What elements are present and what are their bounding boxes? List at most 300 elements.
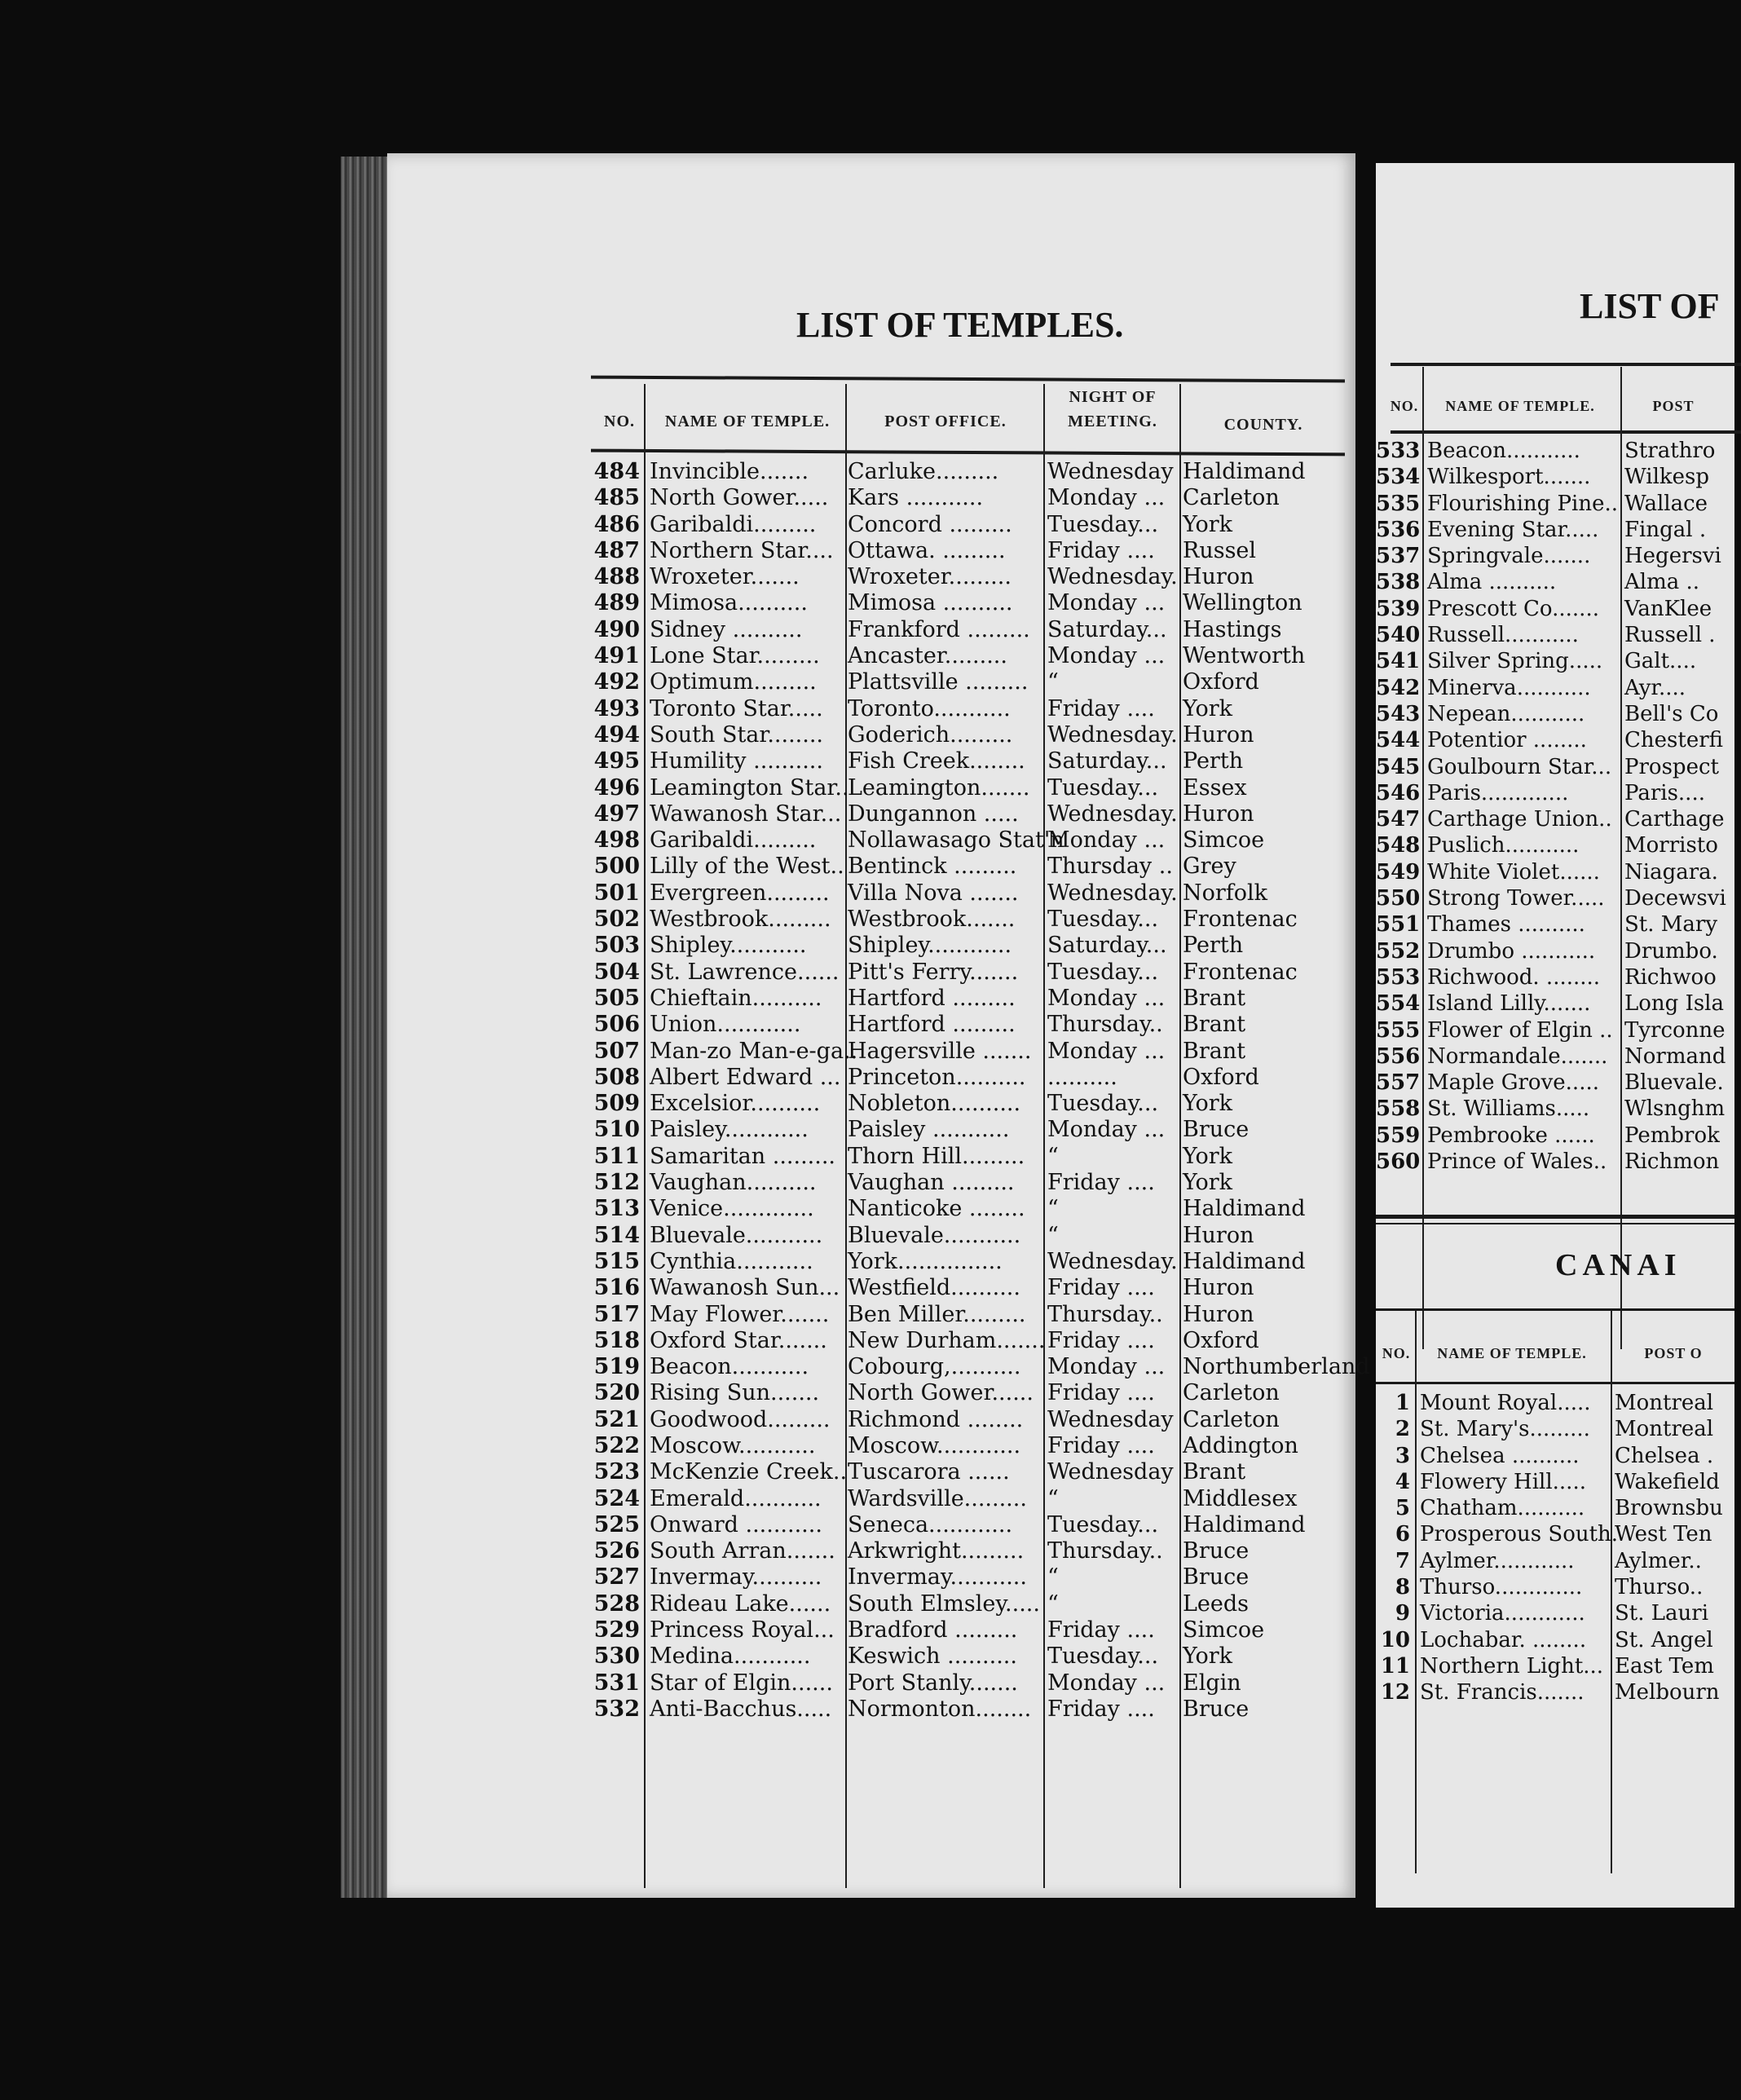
cell-temple-name: Chatham.......... xyxy=(1420,1496,1585,1521)
cell-no: 8 xyxy=(1395,1575,1410,1600)
cell-temple-name: Potentior ........ xyxy=(1427,728,1587,753)
cell-no: 552 xyxy=(1376,938,1421,964)
table-row xyxy=(1376,1627,1734,1653)
cell-temple-name: Prescott Co....... xyxy=(1427,596,1599,621)
left-page xyxy=(387,153,1370,1898)
cell-post-office: Thurso.. xyxy=(1615,1575,1704,1600)
cell-post-office: Galt.... xyxy=(1624,649,1697,674)
cell-temple-name: Paisley............ xyxy=(650,1117,809,1143)
cell-post-office: Richmon xyxy=(1624,1149,1720,1175)
cell-no: 555 xyxy=(1376,1017,1421,1043)
cell-county: Huron xyxy=(1183,1222,1254,1248)
cell-no: 517 xyxy=(593,1301,640,1327)
book-page-edges xyxy=(341,157,391,1898)
cell-no: 514 xyxy=(593,1222,640,1248)
cell-no: 518 xyxy=(593,1327,640,1353)
section-title-canada: CANAI xyxy=(1555,1248,1681,1282)
cell-night: Wednesday. xyxy=(1047,721,1178,748)
cell-post-office: Normonton........ xyxy=(848,1696,1032,1722)
table-row xyxy=(575,617,1357,643)
cell-county: Oxford xyxy=(1183,669,1259,695)
cell-temple-name: Wroxeter....... xyxy=(650,564,800,590)
cell-night: Tuesday... xyxy=(1047,511,1159,537)
cell-county: Grey xyxy=(1183,854,1236,880)
cell-post-office: Concord ......... xyxy=(848,511,1012,537)
cell-no: 11 xyxy=(1380,1653,1410,1679)
table-row xyxy=(1376,596,1734,622)
cell-post-office: Carluke......... xyxy=(848,459,999,484)
cell-night: Friday .... xyxy=(1047,1380,1155,1406)
cell-post-office: Alma .. xyxy=(1624,570,1700,595)
cell-no: 3 xyxy=(1395,1443,1410,1468)
cell-no: 545 xyxy=(1376,754,1421,779)
cell-county: Brant xyxy=(1183,1012,1246,1038)
cell-no: 536 xyxy=(1376,517,1421,542)
cell-no: 558 xyxy=(1376,1096,1421,1122)
cell-temple-name: White Violet...... xyxy=(1427,859,1600,885)
cell-post-office: Richmond ........ xyxy=(848,1406,1024,1432)
table-row xyxy=(575,1433,1357,1459)
cell-post-office: Ben Miller......... xyxy=(848,1301,1026,1327)
cell-post-office: Russell . xyxy=(1624,623,1716,648)
table-row xyxy=(1376,964,1734,990)
cell-no: 533 xyxy=(1376,439,1421,463)
cell-no: 497 xyxy=(593,801,640,827)
table-row xyxy=(1376,675,1734,701)
cell-post-office: Wallace xyxy=(1624,491,1708,516)
table-row xyxy=(1376,648,1734,674)
canada-column-header-name: NAME OF TEMPLE. xyxy=(1437,1345,1587,1361)
right-column-header-no: NO. xyxy=(1390,398,1419,414)
table-row xyxy=(1376,1123,1734,1149)
column-header-night-1: NIGHT OF xyxy=(1069,388,1157,406)
cell-post-office: South Elmsley..... xyxy=(848,1590,1040,1617)
cell-no: 515 xyxy=(593,1248,640,1274)
cell-night: Wednesday. xyxy=(1047,564,1178,590)
cell-temple-name: Samaritan ......... xyxy=(650,1143,835,1169)
table-row xyxy=(1376,1416,1734,1442)
cell-temple-name: Venice............. xyxy=(650,1196,814,1222)
cell-no: 2 xyxy=(1395,1417,1410,1442)
cell-night: Wednesday xyxy=(1047,459,1174,484)
table-row xyxy=(575,907,1357,933)
cell-night: Monday ... xyxy=(1047,1354,1166,1380)
cell-no: 7 xyxy=(1395,1548,1410,1573)
cell-no: 525 xyxy=(593,1511,640,1538)
cell-post-office: VanKlee xyxy=(1624,596,1712,621)
cell-post-office: Seneca............ xyxy=(848,1511,1013,1538)
table-row xyxy=(575,1670,1357,1696)
table-row xyxy=(1376,806,1734,832)
cell-temple-name: Wawanosh Sun... xyxy=(650,1275,840,1301)
cell-no: 501 xyxy=(593,880,640,906)
cell-post-office: Toronto........... xyxy=(848,695,1011,721)
cell-post-office: Bell's Co xyxy=(1624,701,1719,726)
table-row xyxy=(575,1275,1357,1301)
right-column-header-post: POST xyxy=(1652,398,1695,414)
cell-no: 543 xyxy=(1376,701,1421,726)
cell-temple-name: Evergreen......... xyxy=(650,880,830,906)
cell-night: Friday .... xyxy=(1047,1327,1155,1353)
cell-night: Friday .... xyxy=(1047,695,1155,721)
table-row xyxy=(1376,1548,1734,1574)
table-row xyxy=(575,696,1357,722)
table-row xyxy=(1376,885,1734,911)
page-title: LIST OF TEMPLES. xyxy=(796,305,1124,345)
cell-night: Thursday.. xyxy=(1047,1301,1163,1327)
cell-post-office: Bluevale........... xyxy=(848,1222,1021,1248)
cell-county: Haldimand xyxy=(1183,1248,1306,1274)
cell-county: Essex xyxy=(1183,774,1247,801)
cell-night: Monday ... xyxy=(1047,1670,1166,1696)
cell-no: 498 xyxy=(593,827,640,854)
cell-night: “ xyxy=(1047,669,1059,695)
table-row xyxy=(1376,832,1734,858)
cell-temple-name: Wilkesport....... xyxy=(1427,465,1591,490)
cell-night: Friday .... xyxy=(1047,1696,1155,1722)
cell-temple-name: Carthage Union.. xyxy=(1427,807,1612,832)
cell-county: Haldimand xyxy=(1183,459,1306,484)
cell-no: 542 xyxy=(1376,675,1421,700)
cell-post-office: Wlsnghm xyxy=(1624,1096,1726,1122)
cell-no: 485 xyxy=(593,485,640,511)
cell-temple-name: Excelsior.......... xyxy=(650,1091,821,1117)
table-row xyxy=(575,590,1357,616)
cell-post-office: Tyrconne xyxy=(1624,1017,1726,1043)
cell-temple-name: Westbrook......... xyxy=(650,907,831,933)
cell-no: 494 xyxy=(593,721,640,748)
cell-temple-name: North Gower..... xyxy=(650,485,829,511)
cell-no: 508 xyxy=(593,1064,640,1090)
cell-temple-name: St. Lawrence...... xyxy=(650,959,840,985)
cell-post-office: Hagersville ....... xyxy=(848,1038,1032,1064)
cell-night: Friday .... xyxy=(1047,1617,1155,1643)
cell-night: Monday ... xyxy=(1047,643,1166,669)
cell-county: Haldimand xyxy=(1183,1196,1306,1222)
cell-no: 540 xyxy=(1376,623,1421,648)
table-row xyxy=(1376,727,1734,753)
cell-temple-name: Northern Star.... xyxy=(650,537,834,563)
cell-temple-name: Thurso............. xyxy=(1420,1575,1583,1600)
cell-post-office: Keswich .......... xyxy=(848,1643,1017,1670)
cell-no: 490 xyxy=(593,616,640,642)
cell-temple-name: Leamington Star.. xyxy=(650,774,849,801)
right-temple-table xyxy=(1376,438,1734,1175)
cell-county: York xyxy=(1183,1143,1233,1169)
cell-no: 491 xyxy=(593,643,640,669)
cell-no: 534 xyxy=(1376,465,1421,490)
table-row xyxy=(1376,990,1734,1017)
cell-post-office: Arkwright......... xyxy=(848,1538,1025,1564)
table-row xyxy=(1376,938,1734,964)
cell-post-office: Paris.... xyxy=(1624,780,1705,805)
cell-no: 502 xyxy=(593,907,640,933)
cell-county: Perth xyxy=(1183,933,1244,959)
cell-post-office: Dungannon ..... xyxy=(848,801,1019,827)
table-row xyxy=(1376,1017,1734,1043)
table-row xyxy=(575,1564,1357,1590)
canada-header-top-rule xyxy=(1376,1308,1734,1311)
cell-county: Oxford xyxy=(1183,1064,1259,1090)
cell-night: Monday ... xyxy=(1047,1117,1166,1143)
cell-temple-name: Toronto Star..... xyxy=(650,695,823,721)
cell-post-office: Ayr.... xyxy=(1624,675,1686,700)
cell-post-office: Chesterfi xyxy=(1624,728,1723,753)
cell-county: Perth xyxy=(1183,748,1244,774)
cell-temple-name: Mount Royal..... xyxy=(1420,1391,1591,1415)
canada-column-header-post: POST O xyxy=(1644,1345,1703,1361)
cell-temple-name: Beacon........... xyxy=(1427,439,1580,463)
cell-temple-name: South Star........ xyxy=(650,721,824,748)
cell-post-office: Frankford ......... xyxy=(848,616,1030,642)
cell-night: Saturday... xyxy=(1047,933,1167,959)
table-row xyxy=(1376,1043,1734,1070)
cell-no: 510 xyxy=(593,1117,640,1143)
cell-no: 551 xyxy=(1376,912,1421,938)
cell-post-office: Long Isla xyxy=(1624,991,1725,1017)
table-row xyxy=(575,1065,1357,1091)
table-row xyxy=(575,1328,1357,1354)
cell-temple-name: Star of Elgin...... xyxy=(650,1670,833,1696)
cell-temple-name: Cynthia........... xyxy=(650,1248,813,1274)
cell-temple-name: Paris............. xyxy=(1427,780,1569,805)
cell-night: Wednesday. xyxy=(1047,1248,1178,1274)
right-header-bottom-rule xyxy=(1391,430,1741,434)
cell-night: Friday .... xyxy=(1047,1170,1155,1196)
table-row xyxy=(1376,1574,1734,1600)
cell-post-office: Niagara. xyxy=(1624,859,1718,885)
cell-temple-name: Princess Royal... xyxy=(650,1617,835,1643)
cell-county: Middlesex xyxy=(1183,1485,1298,1511)
cell-post-office: Pembrok xyxy=(1624,1123,1720,1148)
cell-post-office: Nanticoke ........ xyxy=(848,1196,1025,1222)
cell-night: Tuesday... xyxy=(1047,1091,1159,1117)
cell-temple-name: Chieftain.......... xyxy=(650,985,822,1011)
cell-county: Huron xyxy=(1183,801,1254,827)
table-row xyxy=(1376,1443,1734,1469)
cell-night: “ xyxy=(1047,1222,1059,1248)
cell-night: Wednesday xyxy=(1047,1459,1174,1485)
cell-temple-name: Beacon........... xyxy=(650,1354,809,1380)
cell-temple-name: Rising Sun....... xyxy=(650,1380,820,1406)
cell-night: Monday ... xyxy=(1047,485,1166,511)
cell-temple-name: Lochabar. ........ xyxy=(1420,1627,1587,1652)
cell-post-office: Fingal . xyxy=(1624,517,1707,542)
cell-post-office: York............... xyxy=(848,1248,1003,1274)
cell-temple-name: May Flower....... xyxy=(650,1301,830,1327)
cell-no: 532 xyxy=(593,1696,640,1722)
cell-temple-name: Oxford Star....... xyxy=(650,1327,827,1353)
cell-night: Tuesday... xyxy=(1047,907,1159,933)
cell-county: Bruce xyxy=(1183,1117,1250,1143)
cell-no: 4 xyxy=(1395,1469,1410,1494)
table-row xyxy=(575,1196,1357,1222)
cell-no: 519 xyxy=(593,1354,640,1380)
temple-table xyxy=(575,459,1370,1723)
cell-post-office: Montreal xyxy=(1615,1417,1714,1442)
cell-post-office: Port Stanly....... xyxy=(848,1670,1018,1696)
table-row xyxy=(575,1249,1357,1275)
cell-no: 548 xyxy=(1376,833,1421,858)
table-row xyxy=(1376,1653,1734,1679)
table-row xyxy=(575,1354,1370,1380)
cell-night: Monday ... xyxy=(1047,827,1166,854)
cell-temple-name: Victoria............ xyxy=(1420,1601,1585,1626)
table-row xyxy=(575,1512,1357,1538)
table-row xyxy=(575,1302,1357,1328)
cell-post-office: Leamington....... xyxy=(848,774,1030,801)
cell-no: 500 xyxy=(593,854,640,880)
cell-night: Tuesday... xyxy=(1047,774,1159,801)
cell-county: Huron xyxy=(1183,564,1254,590)
cell-no: 530 xyxy=(593,1643,640,1670)
table-row xyxy=(575,1223,1357,1249)
cell-temple-name: Moscow........... xyxy=(650,1432,816,1458)
cell-temple-name: Alma .......... xyxy=(1427,570,1557,595)
right-column-header-name: NAME OF TEMPLE. xyxy=(1445,398,1595,414)
cell-night: “ xyxy=(1047,1564,1059,1590)
cell-county: Russel xyxy=(1183,537,1257,563)
cell-temple-name: Lilly of the West.. xyxy=(650,854,844,880)
cell-post-office: Princeton.......... xyxy=(848,1064,1026,1090)
cell-no: 493 xyxy=(593,695,640,721)
cell-county: Leeds xyxy=(1183,1590,1250,1617)
cell-county: Carleton xyxy=(1183,1406,1280,1432)
table-row xyxy=(575,1117,1357,1143)
cell-no: 516 xyxy=(593,1275,640,1301)
table-row xyxy=(1376,780,1734,806)
cell-temple-name: Wawanosh Star... xyxy=(650,801,842,827)
cell-temple-name: Springvale....... xyxy=(1427,544,1591,569)
cell-temple-name: Normandale....... xyxy=(1427,1043,1608,1069)
column-header-post-office: POST OFFICE. xyxy=(884,412,1007,430)
table-row xyxy=(575,1144,1357,1170)
cell-county: Bruce xyxy=(1183,1538,1250,1564)
cell-night: Thursday .. xyxy=(1047,854,1173,880)
cell-post-office: Aylmer.. xyxy=(1615,1548,1702,1573)
cell-post-office: Montreal xyxy=(1615,1391,1714,1415)
table-row xyxy=(575,564,1357,590)
cell-night: “ xyxy=(1047,1143,1059,1169)
cell-post-office: Wardsville......... xyxy=(848,1485,1027,1511)
cell-county: Hastings xyxy=(1183,616,1282,642)
cell-temple-name: Emerald........... xyxy=(650,1485,822,1511)
table-row xyxy=(575,1591,1357,1617)
cell-no: 535 xyxy=(1376,491,1421,516)
cell-no: 559 xyxy=(1376,1123,1421,1148)
table-row xyxy=(1376,1679,1734,1705)
cell-post-office: Invermay........... xyxy=(848,1564,1027,1590)
cell-temple-name: Aylmer............ xyxy=(1420,1548,1575,1573)
cell-post-office: Goderich......... xyxy=(848,721,1013,748)
cell-county: Huron xyxy=(1183,721,1254,748)
cell-temple-name: Chelsea .......... xyxy=(1420,1443,1580,1468)
cell-post-office: Villa Nova ....... xyxy=(848,880,1019,906)
cell-night: Wednesday. xyxy=(1047,880,1178,906)
section-double-rule-2 xyxy=(1376,1223,1734,1224)
cell-county: Brant xyxy=(1183,1459,1246,1485)
cell-no: 553 xyxy=(1376,964,1421,990)
cell-no: 503 xyxy=(593,933,640,959)
cell-night: Friday .... xyxy=(1047,537,1155,563)
table-row xyxy=(575,960,1357,986)
cell-temple-name: Bluevale........... xyxy=(650,1222,823,1248)
cell-no: 509 xyxy=(593,1091,640,1117)
cell-temple-name: Maple Grove..... xyxy=(1427,1070,1599,1096)
cell-no: 554 xyxy=(1376,991,1421,1017)
cell-post-office: Hartford ......... xyxy=(848,985,1016,1011)
cell-temple-name: Evening Star..... xyxy=(1427,517,1599,542)
cell-county: York xyxy=(1183,1091,1233,1117)
table-row xyxy=(1376,517,1734,543)
cell-county: Wellington xyxy=(1183,590,1302,616)
cell-no: 522 xyxy=(593,1432,640,1458)
cell-night: “ xyxy=(1047,1485,1059,1511)
table-row xyxy=(575,933,1357,959)
cell-night: Wednesday. xyxy=(1047,801,1178,827)
cell-temple-name: Man-zo Man-e-ga.. xyxy=(650,1038,858,1064)
cell-night: Tuesday... xyxy=(1047,1511,1159,1538)
cell-no: 6 xyxy=(1395,1522,1410,1547)
cell-temple-name: St. Mary's......... xyxy=(1420,1417,1590,1442)
cell-temple-name: Northern Light... xyxy=(1420,1653,1604,1679)
cell-night: Thursday.. xyxy=(1047,1012,1163,1038)
table-row xyxy=(575,538,1357,564)
cell-no: 504 xyxy=(593,959,640,985)
cell-temple-name: McKenzie Creek.. xyxy=(650,1459,848,1485)
cell-temple-name: Flourishing Pine.. xyxy=(1427,491,1619,516)
cell-no: 557 xyxy=(1376,1070,1421,1096)
header-bottom-rule xyxy=(591,449,1345,457)
cell-night: Monday ... xyxy=(1047,590,1166,616)
cell-no: 546 xyxy=(1376,780,1421,805)
cell-no: 531 xyxy=(593,1670,640,1696)
cell-no: 541 xyxy=(1376,649,1421,674)
cell-temple-name: Vaughan.......... xyxy=(650,1170,817,1196)
column-header-night-2: MEETING. xyxy=(1068,412,1157,430)
cell-night: Wednesday xyxy=(1047,1406,1174,1432)
cell-temple-name: Onward ........... xyxy=(650,1511,822,1538)
cell-no: 539 xyxy=(1376,596,1421,621)
cell-no: 5 xyxy=(1395,1496,1410,1521)
cell-county: Carleton xyxy=(1183,1380,1280,1406)
cell-post-office: Bentinck ......... xyxy=(848,854,1017,880)
cell-post-office: Vaughan ......... xyxy=(848,1170,1015,1196)
cell-county: Oxford xyxy=(1183,1327,1259,1353)
cell-night: Monday ... xyxy=(1047,985,1166,1011)
cell-no: 556 xyxy=(1376,1043,1421,1069)
cell-post-office: Drumbo. xyxy=(1624,938,1718,964)
table-row xyxy=(575,1407,1357,1433)
cell-no: 496 xyxy=(593,774,640,801)
table-row xyxy=(575,1170,1357,1196)
cell-no: 528 xyxy=(593,1590,640,1617)
cell-temple-name: Lone Star......... xyxy=(650,643,820,669)
right-page xyxy=(1376,163,1734,1908)
cell-no: 486 xyxy=(593,511,640,537)
cell-county: Frontenac xyxy=(1183,959,1298,985)
cell-county: Carleton xyxy=(1183,485,1280,511)
cell-temple-name: Flower of Elgin .. xyxy=(1427,1017,1613,1043)
cell-night: Friday .... xyxy=(1047,1432,1155,1458)
cell-temple-name: Humility .......... xyxy=(650,748,823,774)
column-header-county: COUNTY. xyxy=(1223,416,1303,434)
cell-no: 505 xyxy=(593,985,640,1011)
cell-no: 492 xyxy=(593,669,640,695)
cell-night: “ xyxy=(1047,1590,1059,1617)
table-row xyxy=(1376,859,1734,885)
cell-post-office: Shipley............ xyxy=(848,933,1012,959)
